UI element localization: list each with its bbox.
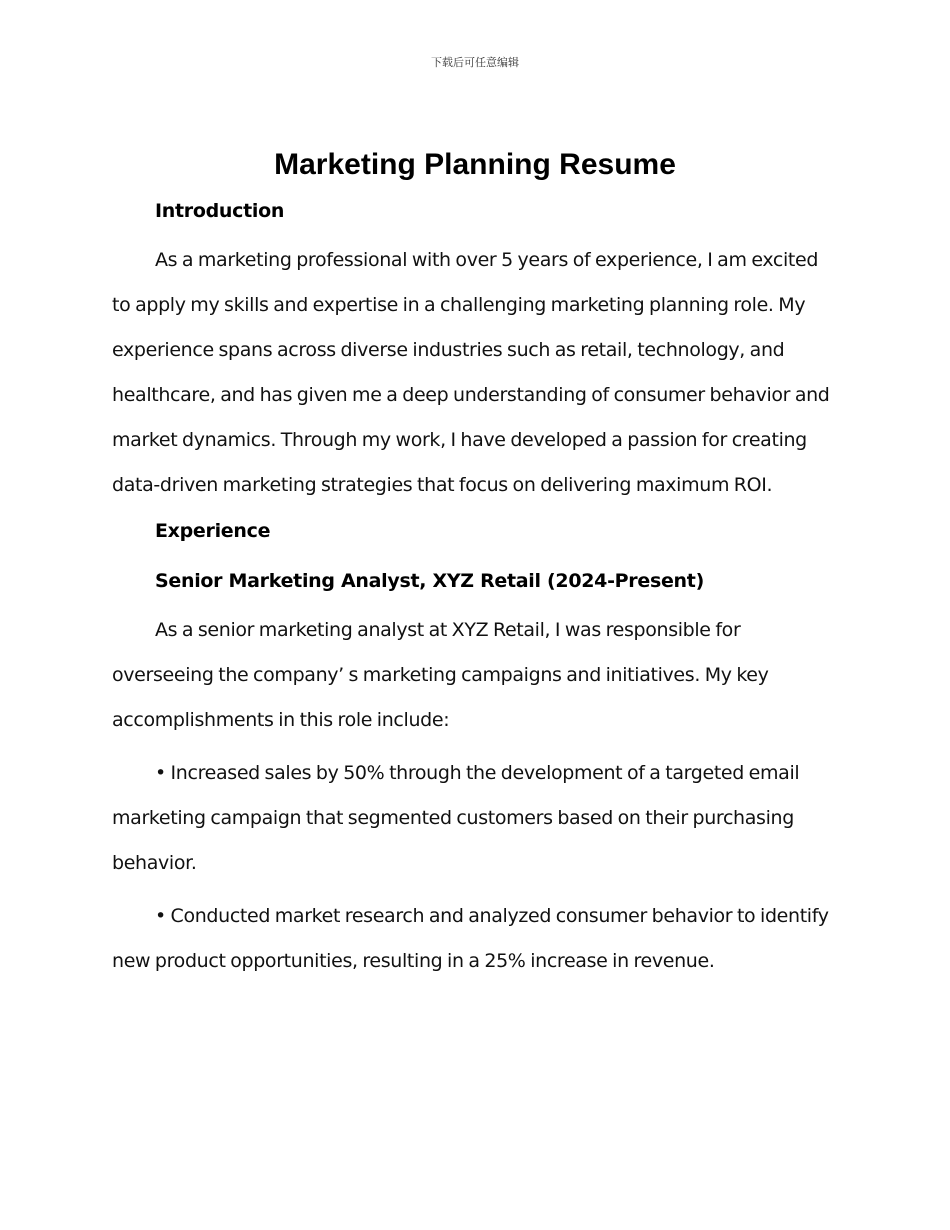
document-body bbox=[112, 196, 838, 984]
header-note: 下载后可任意编辑 bbox=[431, 56, 519, 69]
document-title: Marketing Planning Resume bbox=[274, 148, 676, 181]
introduction-paragraph: As a marketing professional with over 5 years of experience, I am excited to apply my skills and expertise in a challenging marketing planning role. My experience spans across diverse industries such as retail, technology, and healthcare, and has given me a deep understanding of consumer behavior and market dynamics. Through my work, I have developed a passion for creating data-driven marketing strategies that focus on delivering maximum ROI. bbox=[112, 249, 830, 496]
bullet-item: • Increased sales by 50% through the development of a targeted email marketing campaign that segmented customers based on their purchasing behavior. bbox=[112, 762, 800, 874]
experience-paragraph: As a senior marketing analyst at XYZ Retail, I was responsible for overseeing the company’ s marketing campaigns and initiatives. My key accomplishments in this role include: bbox=[112, 619, 769, 731]
role-heading: Senior Marketing Analyst, XYZ Retail (2024-Present) bbox=[155, 570, 704, 592]
bullet-item: • Conducted market research and analyzed consumer behavior to identify new product opportunities, resulting in a 25% increase in revenue. bbox=[112, 905, 829, 972]
section-heading-introduction: Introduction bbox=[155, 200, 285, 222]
section-heading-experience: Experience bbox=[155, 520, 271, 542]
